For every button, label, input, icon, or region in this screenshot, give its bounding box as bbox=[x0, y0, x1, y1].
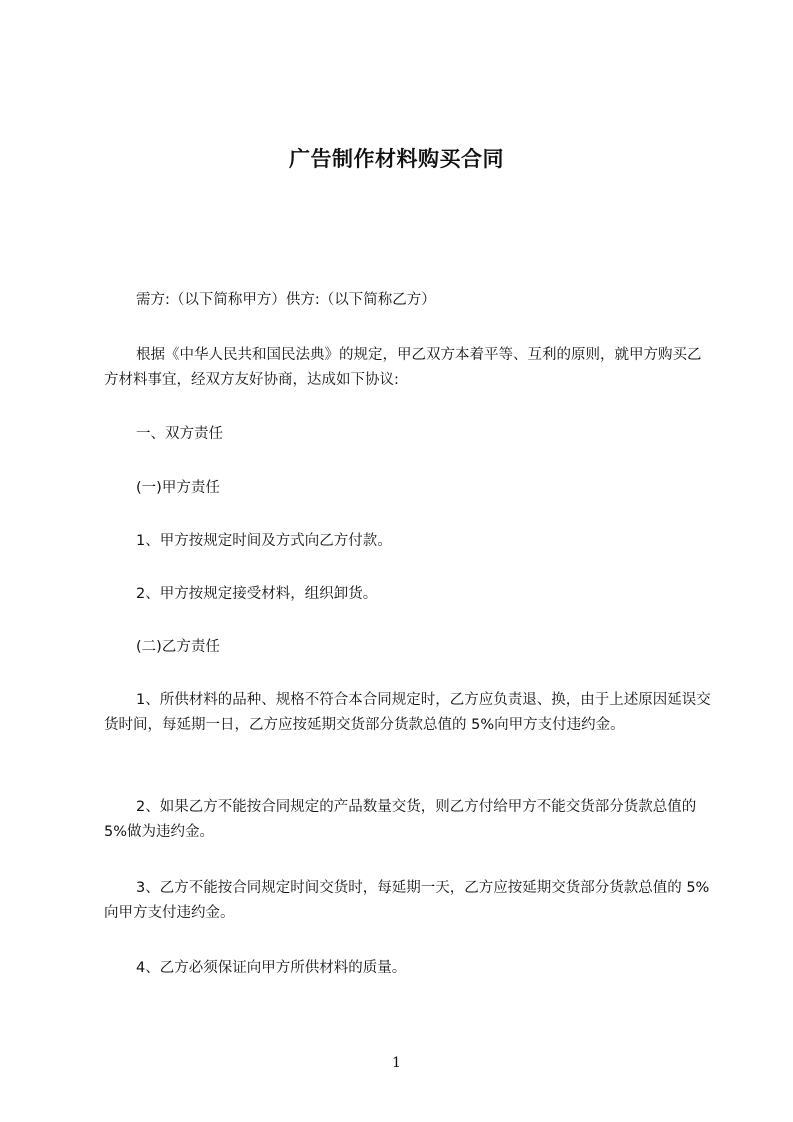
section-heading-responsibilities: 一、双方责任 bbox=[136, 426, 223, 442]
party-b-heading: (二)乙方责任 bbox=[136, 639, 220, 655]
page-number: 1 bbox=[392, 1055, 401, 1071]
preamble-paragraph: 根据《中华人民共和国民法典》的规定，甲乙双方本着平等、互利的原则，就甲方购买乙方材料事宜，经双方友好协商，达成如下协议: bbox=[104, 347, 702, 388]
party-b-item-3: 3、乙方不能按合同规定时间交货时，每延期一天，乙方应按延期交货部分货款总值的 5%向甲方支付违约金。 bbox=[104, 880, 710, 921]
party-a-heading: (一)甲方责任 bbox=[136, 480, 220, 496]
party-b-item-4: 4、乙方必须保证向甲方所供材料的质量。 bbox=[136, 960, 407, 976]
party-a-item-1: 1、甲方按规定时间及方式向乙方付款。 bbox=[136, 533, 392, 549]
party-b-item-2: 2、如果乙方不能按合同规定的产品数量交货，则乙方付给甲方不能交货部分货款总值的 5%做为违约金。 bbox=[104, 799, 697, 840]
parties-line: 需方:（以下简称甲方）供方:（以下简称乙方） bbox=[136, 292, 436, 308]
document-title: 广告制作材料购买合同 bbox=[289, 147, 504, 171]
party-b-item-1: 1、所供材料的品种、规格不符合本合同规定时，乙方应负责退、换，由于上述原因延误交货时间，每延期一日，乙方应按延期交货部分货款总值的 5%向甲方支付违约金。 bbox=[104, 692, 711, 733]
party-a-item-2: 2、甲方按规定接受材料，组织卸货。 bbox=[136, 586, 378, 602]
